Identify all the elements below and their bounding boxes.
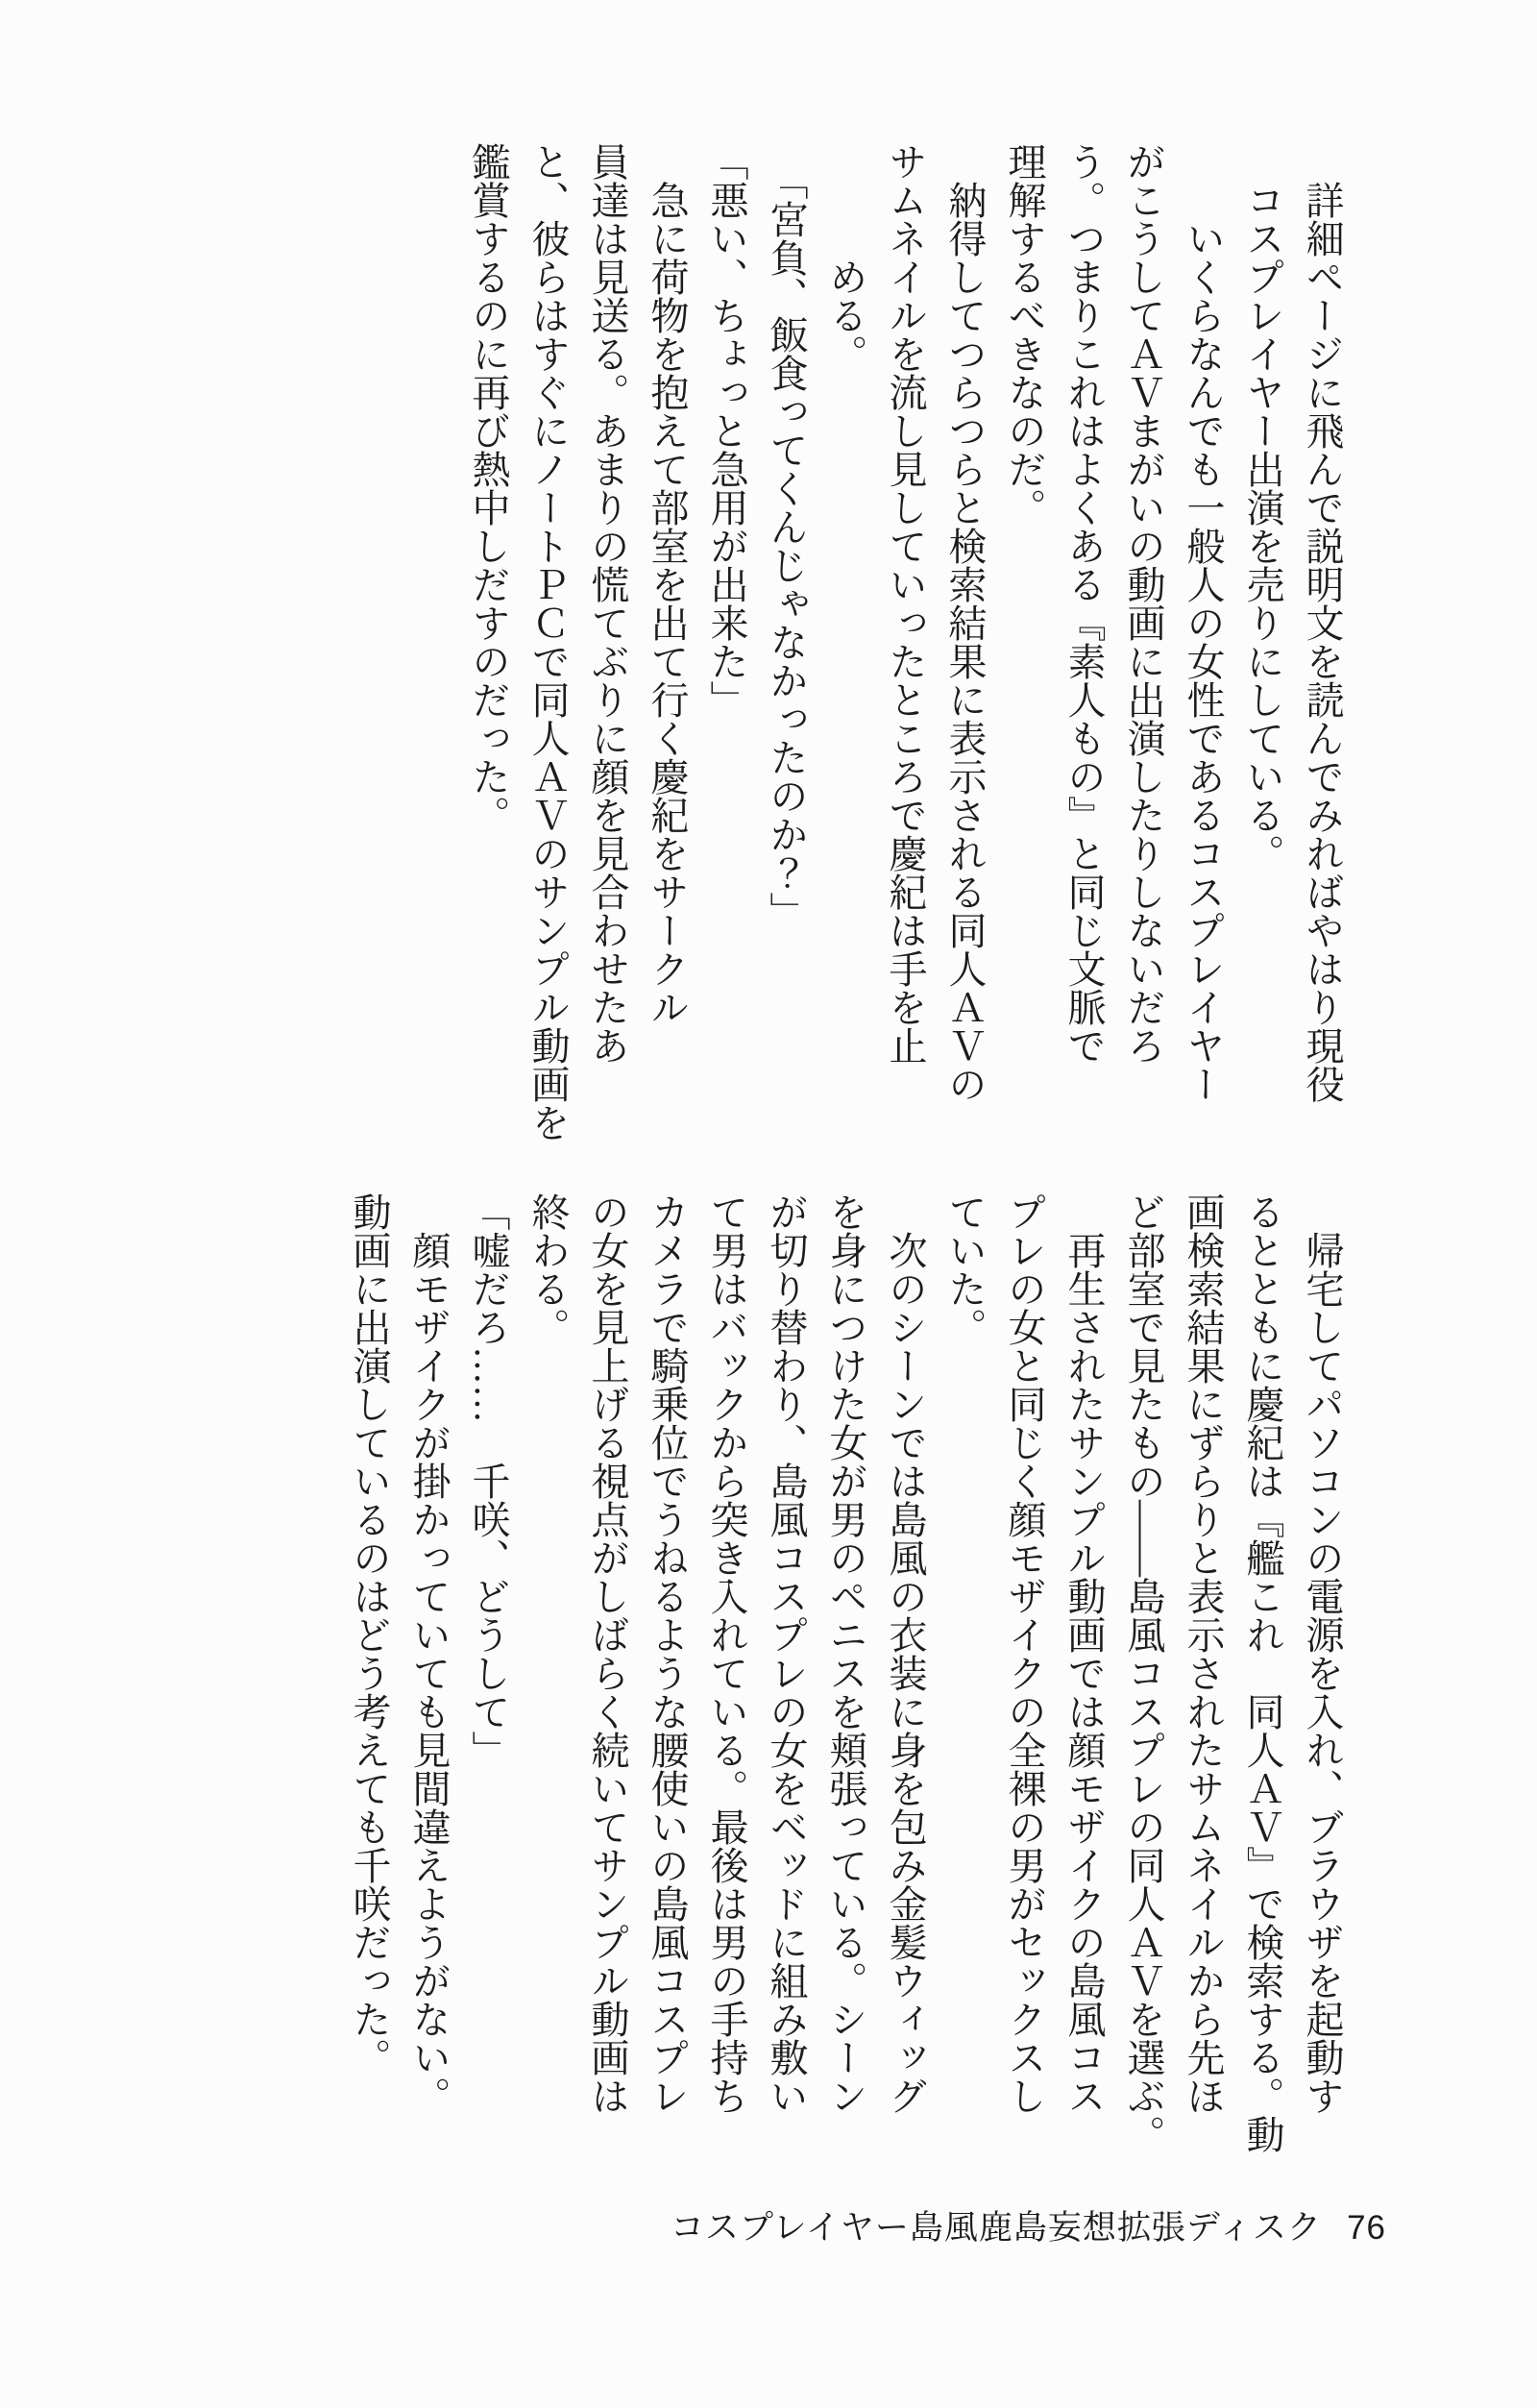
text-line: の女を見上げる視点がしばらく続いてサンプル動画は: [586, 1192, 629, 2115]
book-title: コスプレイヤー島風鹿島妄想拡張ディスク: [671, 2209, 1323, 2247]
text-line: カメラで騎乗位でうねるような腰使いの島風コスプレ: [646, 1192, 689, 2115]
text-line: める。: [824, 142, 867, 373]
text-line: プレの女と同じく顔モザイクの全裸の男がセックスし: [1003, 1192, 1046, 2115]
text-line: 画検索結果にずらりと表示されたサムネイルから先ほ: [1182, 1192, 1225, 2115]
page-footer: [671, 2201, 1386, 2249]
page-number: 76: [1347, 2209, 1386, 2247]
text-line: 動画に出演しているのはどう考えても千咲だった。: [348, 1192, 391, 2076]
text-line: るとともに慶紀は『艦これ 同人ＡＶ』で検索する。動: [1241, 1192, 1284, 2153]
main-text-block-top: [458, 142, 1352, 1151]
text-line: が切り替わり、島風コスプレの女をベッドに組み敷い: [765, 1192, 808, 2115]
text-line: ど部室で見たもの――島風コスプレの同人ＡＶを選ぶ。: [1122, 1192, 1165, 2153]
text-line: 「嘘だろ…… 千咲、どうして」: [467, 1192, 510, 1769]
text-line: を身につけた女が男のペニスを頬張っている。シーン: [824, 1192, 867, 2115]
text-line: コスプレイヤー出演を売りにしている。: [1241, 142, 1284, 872]
text-line: サムネイルを流し見していったところで慶紀は手を止: [884, 142, 927, 1065]
text-line: 「悪い、ちょっと急用が出来た」: [705, 142, 748, 719]
text-line: 納得してつらつらと検索結果に表示される同人ＡＶの: [943, 142, 987, 1103]
text-line: がこうしてＡＶまがいの動画に出演したりしないだろ: [1122, 142, 1165, 1065]
main-text-block-bottom: [339, 1192, 1352, 2201]
text-line: て男はバックから突き入れている。最後は男の手持ち: [705, 1192, 748, 2115]
text-line: 顔モザイクが掛かっていても見間違えようがない。: [407, 1192, 451, 2115]
text-line: と、彼らはすぐにノートＰＣで同人ＡＶのサンプル動画を: [526, 142, 570, 1142]
text-line: 鑑賞するのに再び熱中しだすのだった。: [467, 142, 510, 834]
text-line: いくらなんでも一般人の女性であるコスプレイヤー: [1182, 142, 1225, 1103]
text-line: 「宮負、飯食ってくんじゃなかったのか？」: [765, 142, 808, 930]
text-line: う。つまりこれはよくある『素人もの』と同じ文脈で: [1062, 142, 1106, 1065]
text-line: 帰宅してパソコンの電源を入れ、ブラウザを起動す: [1301, 1192, 1344, 2115]
text-line: 終わる。: [526, 1192, 570, 1346]
text-line: ていた。: [943, 1192, 987, 1346]
text-line: 理解するべきなのだ。: [1003, 142, 1046, 527]
text-line: 員達は見送る。あまりの慌てぶりに顔を見合わせたあ: [586, 142, 629, 1065]
text-line: 急に荷物を抱えて部室を出て行く慶紀をサークル: [646, 142, 689, 1026]
text-line: 詳細ページに飛んで説明文を読んでみればやはり現役: [1301, 142, 1344, 1103]
text-line: 再生されたサンプル動画では顔モザイクの島風コス: [1062, 1192, 1106, 2115]
text-line: 次のシーンでは島風の衣装に身を包み金髪ウィッグ: [884, 1192, 927, 2115]
